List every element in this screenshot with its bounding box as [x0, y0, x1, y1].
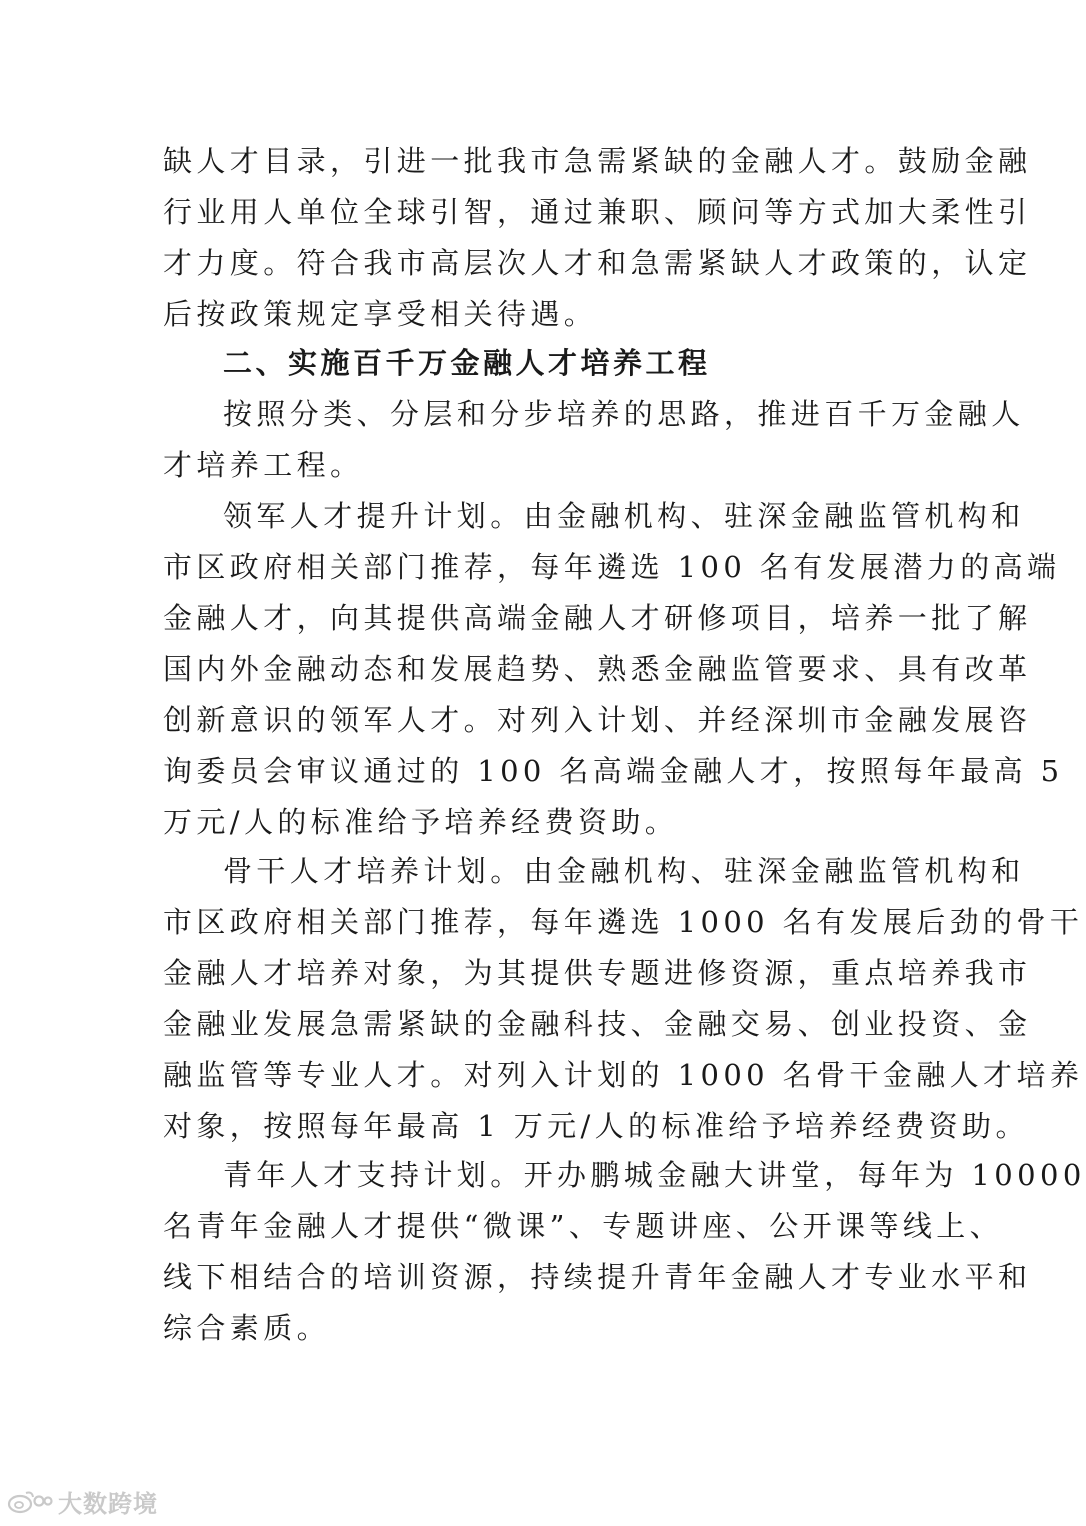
paragraph-line: 综合素质。 [163, 1311, 331, 1345]
paragraph-line: 金融人才培养对象，为其提供专题进修资源，重点培养我市 [163, 956, 1032, 990]
watermark-text: 大数跨境 [58, 1489, 158, 1518]
paragraph-5 [163, 1150, 1086, 1354]
paragraph-line: 缺人才目录，引进一批我市急需紧缺的金融人才。鼓励金融 [163, 144, 1032, 178]
paragraph-line: 市区政府相关部门推荐，每年遴选 1000 名有发展后劲的骨干 [163, 905, 1084, 939]
paragraph-line: 对象，按照每年最高 1 万元/人的标准给予培养经费资助。 [163, 1109, 1029, 1143]
paragraph-line: 骨干人才培养计划。由金融机构、驻深金融监管机构和 [223, 854, 1025, 888]
paragraph-line: 询委员会审议通过的 100 名高端金融人才，按照每年最高 5 [163, 754, 1064, 788]
paragraph-line: 行业用人单位全球引智，通过兼职、顾问等方式加大柔性引 [163, 195, 1032, 229]
paragraph-1 [163, 136, 1032, 340]
paragraph-line: 线下相结合的培训资源，持续提升青年金融人才专业水平和 [163, 1260, 1032, 1294]
paragraph-line: 国内外金融动态和发展趋势、熟悉金融监管要求、具有改革 [163, 652, 1032, 686]
paragraph-4 [163, 846, 1084, 1152]
paragraph-2 [163, 389, 1025, 491]
paragraph-line: 按照分类、分层和分步培养的思路，推进百千万金融人 [223, 397, 1025, 431]
section-heading: 二、实施百千万金融人才培养工程 [223, 346, 711, 380]
paragraph-line: 金融人才，向其提供高端金融人才研修项目，培养一批了解 [163, 601, 1032, 635]
paragraph-line: 才培养工程。 [163, 448, 364, 482]
paragraph-line: 市区政府相关部门推荐，每年遴选 100 名有发展潜力的高端 [163, 550, 1061, 584]
paragraph-line: 融监管等专业人才。对列入计划的 1000 名骨干金融人才培养 [163, 1058, 1084, 1092]
paragraph-3 [163, 491, 1064, 848]
section-heading-block [163, 338, 918, 389]
paragraph-line: 金融业发展急需紧缺的金融科技、金融交易、创业投资、金 [163, 1007, 1032, 1041]
paragraph-line: 创新意识的领军人才。对列入计划、并经深圳市金融发展咨 [163, 703, 1032, 737]
paragraph-line: 才力度。符合我市高层次人才和急需紧缺人才政策的，认定 [163, 246, 1032, 280]
paragraph-line: 青年人才支持计划。开办鹏城金融大讲堂，每年为 10000 [223, 1158, 1086, 1192]
paragraph-line: 万元/人的标准给予培养经费资助。 [163, 805, 679, 839]
paragraph-line: 后按政策规定享受相关待遇。 [163, 297, 598, 331]
paragraph-line: 领军人才提升计划。由金融机构、驻深金融监管机构和 [223, 499, 1025, 533]
paragraph-line: 名青年金融人才提供“微课”、专题讲座、公开课等线上、 [163, 1209, 1004, 1243]
watermark [6, 1484, 158, 1518]
weibo-logo-icon [6, 1487, 52, 1515]
